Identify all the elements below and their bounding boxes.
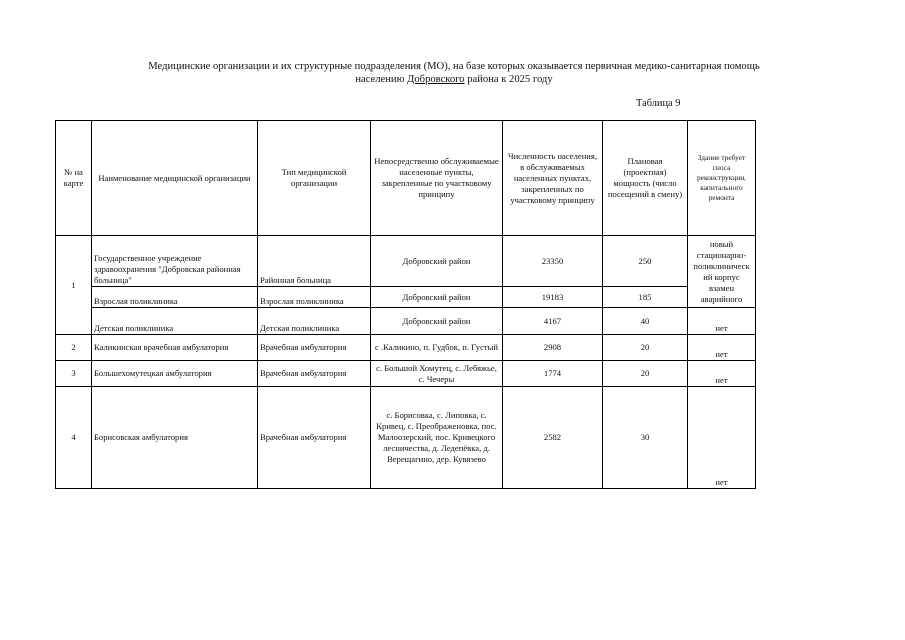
population: 19183 (503, 287, 603, 308)
table-row (56, 236, 756, 287)
served-area: Добровский район (371, 287, 503, 308)
org-name: Каликинская врачебная амбулатория (92, 335, 258, 361)
org-type: Врачебная амбулатория (258, 361, 371, 387)
org-name: Взрослая поликлиника (92, 287, 258, 308)
row-number: 1 (56, 236, 92, 335)
capacity: 250 (603, 236, 688, 287)
org-type: Врачебная амбулатория (258, 335, 371, 361)
organizations-table (55, 120, 756, 489)
served-area: Добровский район (371, 236, 503, 287)
row-number: 2 (56, 335, 92, 361)
table-row (56, 335, 756, 361)
col-header-repair: Здание требует сноса реконструкции, капитального ремонта (688, 121, 756, 236)
document-title (40, 60, 868, 86)
served-area: с. Большой Хомутец, с. Лебяжье, с. Чечеры (371, 361, 503, 387)
table-row (56, 361, 756, 387)
table-row (56, 387, 756, 489)
org-name: Большехомутецкая амбулатория (92, 361, 258, 387)
repair-note: нет (688, 387, 756, 489)
col-header-name: Наименование медицинской организации (92, 121, 258, 236)
population: 2582 (503, 387, 603, 489)
capacity: 30 (603, 387, 688, 489)
table-row (56, 287, 756, 308)
org-type: Взрослая поликлиника (258, 287, 371, 308)
col-header-number: № на карте (56, 121, 92, 236)
population: 2908 (503, 335, 603, 361)
org-name: Государственное учреждение здравоохранения "Добровская районная больница" (92, 236, 258, 287)
served-area: с. Борисовка, с. Липовка, с. Кривец, с. Преображеновка, пос. Малоозерский, пос. Кривецкого лесничества, д. Ледепёвка, д. Верещагино, дер. Кувязево (371, 387, 503, 489)
row-number: 4 (56, 387, 92, 489)
col-header-population: Численность населения, в обслуживаемых населенных пунктах, закрепленных по участковому принципу (503, 121, 603, 236)
repair-note: новый стационарно-поликлиническ ий корпус взамен аварийного (688, 236, 756, 308)
row-number: 3 (56, 361, 92, 387)
col-header-type: Тип медицинской организации (258, 121, 371, 236)
capacity: 185 (603, 287, 688, 308)
table-row (56, 308, 756, 335)
population: 23350 (503, 236, 603, 287)
capacity: 40 (603, 308, 688, 335)
capacity: 20 (603, 361, 688, 387)
table-number: Таблица 9 (636, 98, 681, 109)
col-header-area: Непосредственно обслуживаемые населенные пункты, закрепленные по участковому принципу (371, 121, 503, 236)
org-name: Борисовская амбулатория (92, 387, 258, 489)
repair-note: нет (688, 308, 756, 335)
title-line-1: Медицинские организации и их структурные подразделения (МО), на базе которых оказывается первичная медико-санитарная помощь (148, 61, 760, 72)
repair-note: нет (688, 361, 756, 387)
title-line-2: населению Добровского района к 2025 году (355, 74, 553, 85)
org-name: Детская поликлиника (92, 308, 258, 335)
served-area: Добровский район (371, 308, 503, 335)
district-name: Добровского (407, 74, 465, 85)
col-header-capacity: Плановая (проектная) мощность (число посещений в смену) (603, 121, 688, 236)
org-type: Районная больница (258, 236, 371, 287)
capacity: 20 (603, 335, 688, 361)
org-type: Врачебная амбулатория (258, 387, 371, 489)
served-area: с .Каликино, п. Гудбок, п. Густый (371, 335, 503, 361)
population: 1774 (503, 361, 603, 387)
table-header-row (56, 121, 756, 236)
population: 4167 (503, 308, 603, 335)
repair-note: нет (688, 335, 756, 361)
org-type: Детская поликлиника (258, 308, 371, 335)
